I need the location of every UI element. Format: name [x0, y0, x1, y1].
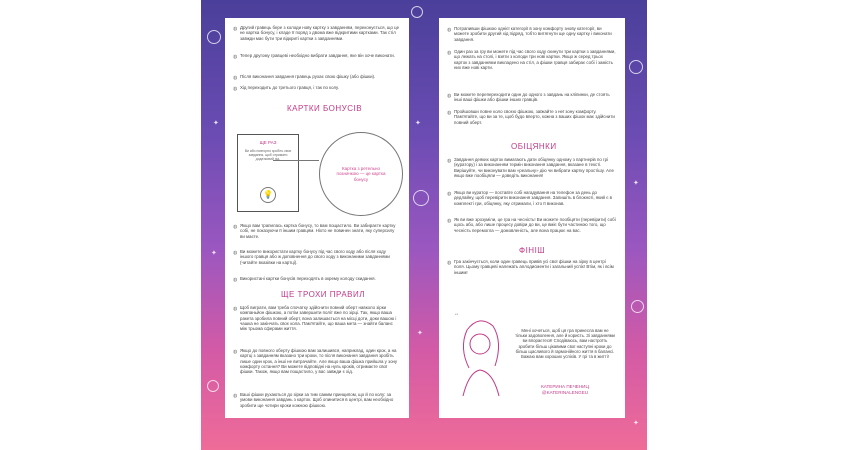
paragraph: Пройшовши повне коло своєю фішкою, заїжайте з неї зону комфорту. Пам'ятайте, що ви за те, щоб будо вперто, кожна з ваших фішок має здійснити повний оберт.	[454, 109, 615, 125]
star-icon: ✦	[211, 250, 217, 257]
paragraph: Якщо вам трапилась картка бонусу, то вам пощастило. Ви забираєте картку собі, не показуючи її іншим гравцям. Ніхто не повинен знати, яку суперсилу ви маєте.	[240, 223, 396, 239]
author-name: КАТЕРИНА ПЕЧЕНИЦ	[541, 384, 589, 389]
bullet-icon: ◍	[233, 54, 238, 60]
bullet-icon: ◍	[447, 260, 452, 266]
paragraph: Якщо ви куратор — поставте собі нагадування на телефон за день до дедлайну, щоб перевірити виконання завдання. Запишіть в блокноті, який є в комплекті гри, обіцянку, яку отримали, і хто її виконав.	[454, 190, 612, 206]
paragraph: Якщо до повного оберту фішкою вам залишився, наприклад, один крок, а на картці з завданням вказано три кроки, то після виконання завдання зробіть лише один крок, а інші не витрачайте. Але якщо ваша фішка прийшла у зону комфорту остання? Ви можете відповідні на нуль кроків, отримаєте свої фішки. Також, якщо вам пощастило, у вас завжди є хід.	[240, 348, 398, 375]
planet-doodle	[207, 30, 221, 44]
author-handle: @KATERINALENGEU	[541, 390, 589, 395]
bullet-icon: ◍	[233, 306, 238, 312]
bullet-icon: ◍	[233, 250, 238, 256]
paragraph: Потрапивши фішкою однієї категорії в зону комфорту знову категорії, ви можете зробити другий хід підряд, тобто витягнути ще одну картку і виконати завдання.	[454, 26, 612, 42]
paragraph: Як ви вже зрозуміли, це гра на чесність! Ви можете пообіцяти (перевірити) собі щось або, або лише процесу довіри до ви, це вміє бути частиною того, що чесність перемогла — домовленість, але вона працює на вас.	[454, 217, 616, 233]
star-icon: ✦	[415, 120, 421, 127]
bullet-icon: ◍	[447, 110, 452, 116]
callout-label: Картка з ретельно позначкою — це картка бонусу	[336, 166, 386, 182]
connector-line	[273, 160, 319, 161]
star-icon: ✦	[213, 120, 219, 127]
star-icon: ✦	[633, 180, 639, 187]
paragraph: Гра закінчується, коли один гравець привів усі свої фішки на зірку в центрі поля. Цьому гравцеві належать аплодисменти і загальний успіх! Втім, як і всім іншим!	[454, 259, 614, 275]
planet-doodle	[411, 6, 423, 18]
section-heading-finish: ФІНІШ	[519, 246, 546, 255]
bullet-icon: ◍	[447, 218, 452, 224]
paragraph: Ви можете використати картку бонусу під час свого ходу або після ходу іншого гравця або ж доповнення до свого ходу з виконаними завданнями (читайте вказівки на картці).	[240, 249, 390, 265]
card-text: Ви або повторно зробіть своє завдання, щоб отримати додатковий хід.	[244, 149, 292, 161]
svg-text:“: “	[455, 312, 459, 320]
bullet-icon: ◍	[447, 27, 452, 33]
bullet-icon: ◍	[233, 86, 238, 92]
card-title: ЩЕ РАЗ	[259, 140, 277, 145]
bullet-icon: ◍	[233, 75, 238, 81]
paragraph: Один раз за гру ви можете під час свого ходу скинути три картки з завданнями, що лежать на столі, і взяти з колоди три нові картки. Якщо ж серед трьох карток з завданнями викладено на стіл, а фішки гравця забирає собі і замість них вже нові карти.	[454, 49, 616, 70]
section-heading-rules: ЩЕ ТРОХИ ПРАВИЛ	[281, 290, 365, 299]
author-portrait	[449, 308, 509, 398]
paragraph: Тепер другому гравцеві необхідно вибрати завдання, яке він хоче виконати.	[240, 53, 395, 58]
planet-doodle	[413, 190, 429, 206]
left-page	[225, 18, 409, 418]
bullet-icon: ◍	[447, 158, 452, 164]
bonus-card-illustration	[237, 134, 299, 212]
lightbulb-icon: 💡	[260, 187, 276, 203]
planet-doodle	[631, 300, 644, 313]
bullet-icon: ◍	[447, 191, 452, 197]
bullet-icon: ◍	[447, 50, 452, 56]
paragraph: Ви можете перепереходити один до одного з завдань на кліпинки, де стоять інші ваші фішки або фішки інших гравців.	[454, 92, 610, 103]
bullet-icon: ◍	[447, 93, 452, 99]
planet-doodle	[207, 380, 219, 392]
section-heading-bonus: КАРТКИ БОНУСІВ	[287, 104, 363, 113]
paragraph: Хід переходить до третього гравця, і так по колу.	[240, 85, 339, 90]
bullet-icon: ◍	[233, 277, 238, 283]
paragraph: Завдання деяких карток вимагають дати обіцянку одному з партнерів по грі (куратору) і за виконанням термін виконання завдання, вказане в тексті. Вирішуйте, чи виконувати вам «реальну» дію чи вибрати картку простішу. Але якщо вже пообіцяли — доведіть виконання!	[454, 157, 614, 178]
paragraph: Після виконання завдання гравець рухає свою фішку (або фішки).	[240, 74, 376, 79]
right-page	[439, 18, 625, 418]
paragraph: Другий гравець бере з колоди нову картку з завданням, переконується, що це не картка бонусу, і кладе її поряд з двома вже відкритими картками. Так стіл завжди має бути три відкриті картки з завданнями.	[240, 25, 400, 41]
bullet-icon: ◍	[233, 393, 238, 399]
star-icon: ✦	[633, 420, 639, 427]
author-quote: Мені хочеться, щоб ця гра принесла вам не тільки задоволення, але й користь. Зі завданнями ви впораєтеся! Сподіваюсь, вам настроїть зробити більш цікавими свої наступні кроки до більш щасливого й гармонійного життя в балансі. Бажаю вам хороших успіхів. У грі та в житті!	[515, 328, 615, 360]
paragraph: Використані картки бонусів переходять в окрему колоду скидання.	[240, 276, 376, 281]
planet-doodle	[629, 60, 643, 74]
section-heading-promises: ОБІЦЯНКИ	[511, 142, 557, 151]
bullet-icon: ◍	[233, 349, 238, 355]
bullet-icon: ◍	[233, 224, 238, 230]
paragraph: Ваші фішки рухаються до зірки за тим самим принципом, що й по колу: за умови виконання завдань з карток. Щоб опинитися в центрі, вам необхідно зробити ще чотири кроки кожною фішкою.	[240, 392, 394, 408]
star-icon: ✦	[417, 330, 423, 337]
bullet-icon: ◍	[233, 26, 238, 32]
paragraph: Щоб виграти, вам треба спочатку здійснити повний оберт навколо зірки компаньйон фішкою, а потім завершити політ вже по зірці. Так, якщо ваша ракета зробила повний оберт, вона залишається на місці доти, доки вашою і чашка не закінчать своє кола. Пам'ятайте, що ваша мета — знайти баланс між трьома сферами життя.	[240, 305, 397, 332]
book-spread	[201, 0, 647, 450]
